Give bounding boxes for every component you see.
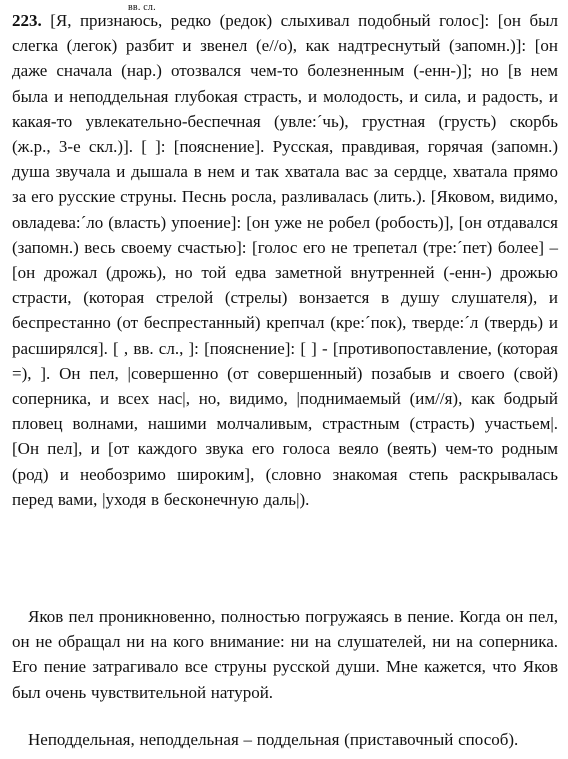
- summary-paragraph: Яков пел проникновенно, полностью погружаясь в пение. Когда он пел, он не обращал ни на кого внимание: ни на слушателей, ни на соперника. Его пение затрагивало все струны русской души. Мне кажется, что Яков был очень чувствительной натурой.: [12, 607, 558, 702]
- word-formation-paragraph: Неподдельная, неподдельная – поддельная (приставочный способ).: [28, 730, 519, 749]
- exercise-analysis: [12, 8, 558, 512]
- exercise-number: 223.: [12, 11, 42, 30]
- introductory-word-note: вв. сл.: [128, 2, 156, 13]
- exercise-analysis-text: [Я, признаюсь, редко (редок) слыхивал подобный голос]: [он был слегка (легок) разбит и звенел (е//о), как надтреснутый (запомн.)]: [он даже сначала (нар.) отозвался чем-то болезненным (-енн-)]; но [в нем была и неподдельная глубокая страсть, и молодость, и сила, и радость, и какая-то увлекательно-беспечная (увле:´чь), грустная (грусть) скорбь (ж.р., 3-е скл.)]. [ ]: [пояснение]. Русская, правдивая, горячая (запомн.) душа звучала и дышала в нем и так хватала вас за сердце, хватала прямо за его русские струны. Песнь росла, разливалась (лить.). [Яковом, видимо, овладева:´ло (власть) упоение]: [он уже не робел (робость)], [он отдавался (запомн.) весь своему счастью]: [голос его не трепетал (тре:´пет) более] – [он дрожал (дрожь), но той едва заметной внутренней (-енн-) дрожью страсти, (которая стрелой (стрелы) вонзается в душу слушателя), и беспрестанно (от беспрестанный) крепчал (кре:´пок), тверде:´л (твердь) и расширялся]. [ , вв. сл., ]: [пояснение]: [ ] - [противопоставление, (которая =), ]. Он пел, |совершенно (от совершенный) позабыв и своего (свой) соперника, и всех нас|, но, видимо, |поднимаемый (им//я), как бодрый пловец волнами, нашими молчаливым, страстным (страсть) участьем|. [Он пел], и [от каждого звука его голоса веяло (веять) чем-то родным (род) и необозримо широким], (словно знакомая степь раскрывалась перед вами, |уходя в бесконечную даль|).: [12, 11, 559, 509]
